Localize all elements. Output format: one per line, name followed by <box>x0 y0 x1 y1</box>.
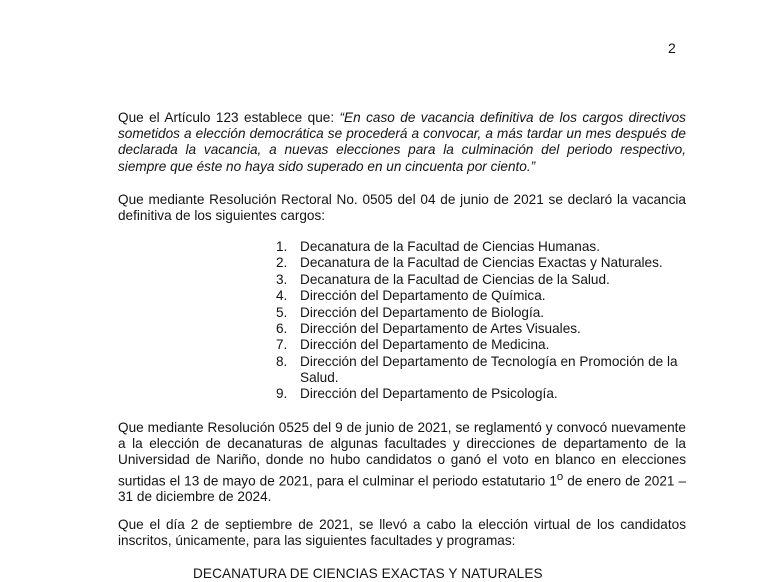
paragraph-resolucion-0505: Que mediante Resolución Rectoral No. 0505 del 04 de junio de 2021 se declaró la vacancia definitiva de los siguientes cargos: <box>118 192 686 224</box>
list-item <box>276 305 688 321</box>
article-quote: “En caso de vacancia definitiva de los cargos directivos sometidos a elección democrática se procederá a convocar, a más tardar un mes después de declarada la vacancia, a nuevas elecciones para la culminación del periodo respectivo, siempre que éste no haya sido superado en un cincuenta por ciento.” <box>118 110 686 174</box>
list-item-text: Decanatura de la Facultad de Ciencias Humanas. <box>300 239 600 254</box>
list-item-text: Dirección del Departamento de Psicología. <box>300 386 558 402</box>
list-item-number: 4. <box>276 288 288 304</box>
paragraph-article-123 <box>118 110 686 175</box>
list-item <box>276 288 688 304</box>
list-item-number: 3. <box>276 271 288 287</box>
list-item <box>276 386 688 402</box>
paragraph-election-date: Que el día 2 de septiembre de 2021, se llevó a cabo la elección virtual de los candidatos inscritos, únicamente, para las siguientes facultades y programas: <box>118 517 686 549</box>
paragraph-lead: Que el Artículo 123 establece que: <box>118 110 340 125</box>
list-item <box>276 272 688 288</box>
page-number: 2 <box>668 40 676 56</box>
list-item-number: 6. <box>276 320 288 336</box>
list-item-number: 1. <box>276 239 288 254</box>
list-item-number: 5. <box>276 304 288 320</box>
list-item <box>276 239 688 255</box>
paragraph-text: Que mediante Resolución 0525 del 9 de junio de 2021, se reglamentó y convocó nuevamente a la elección de decanaturas de algunas facultades y direcciones de departamento de la Universidad de Nariño, donde no hubo candidatos o ganó el voto en blanco en elecciones surtidas el 13 de mayo de 2021, para el culminar el periodo estatutario 1 <box>118 420 686 489</box>
list-item-text: Dirección del Departamento de Biología. <box>300 304 545 320</box>
list-item <box>276 321 688 337</box>
vacancy-list <box>276 239 688 403</box>
list-item-text: Dirección del Departamento de Química. <box>300 288 546 304</box>
list-item-number: 7. <box>276 337 288 353</box>
section-heading: DECANATURA DE CIENCIAS EXACTAS Y NATURALES <box>193 566 543 581</box>
superscript: o <box>556 470 564 483</box>
list-item <box>276 255 688 271</box>
list-item-text: Dirección del Departamento de Artes Visuales. <box>300 320 581 336</box>
list-item-text: Decanatura de la Facultad de Ciencias Exactas y Naturales. <box>300 255 663 271</box>
list-item-number: 2. <box>276 255 288 271</box>
paragraph-text-end: de enero de 2021 – 31 de diciembre de 2024. <box>118 473 686 505</box>
list-item <box>276 337 688 353</box>
list-item-number: 9. <box>276 386 288 402</box>
list-item-text: Dirección del Departamento de Tecnología en Promoción de la Salud. <box>300 353 678 385</box>
list-item-text: Dirección del Departamento de Medicina. <box>300 337 550 353</box>
list-item-text: Decanatura de la Facultad de Ciencias de la Salud. <box>300 271 610 287</box>
list-item <box>276 354 688 386</box>
paragraph-resolucion-0525 <box>118 420 686 506</box>
list-item-number: 8. <box>276 353 288 369</box>
